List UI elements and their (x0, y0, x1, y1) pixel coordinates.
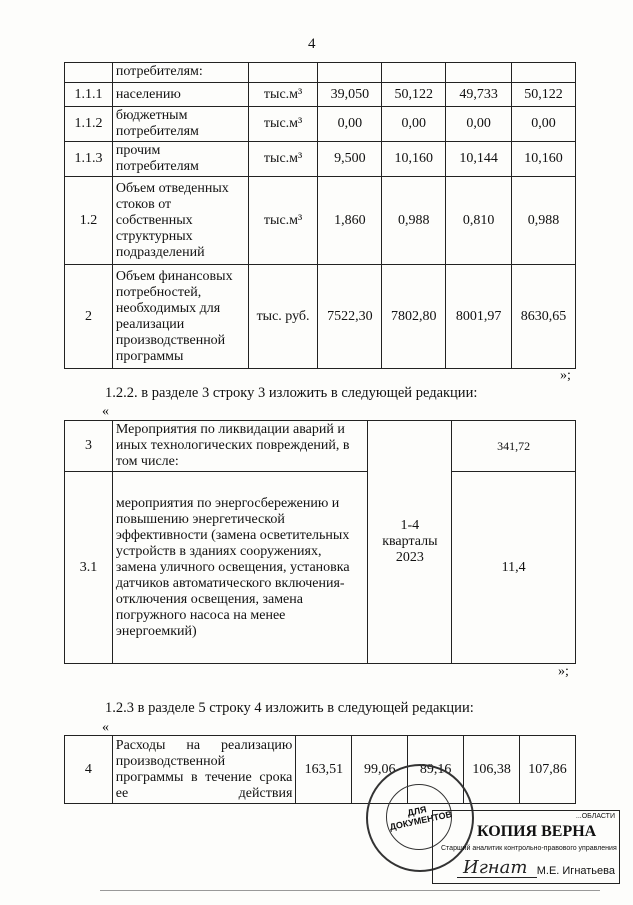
expense-num: 4 (65, 736, 113, 804)
stamp-title: КОПИЯ ВЕРНА (477, 823, 597, 840)
row-name: потребителям: (112, 63, 248, 83)
paragraph-1-2-3: 1.2.3 в разделе 5 строку 4 изложить в следующей редакции: (105, 700, 474, 716)
row-value-4: 50,122 (512, 83, 576, 107)
open-quote-2: « (102, 720, 109, 735)
measure-name-3-1: мероприятия по энергосбережению и повышению энергетической эффективности (замена осветительных устройств в зданиях сооружениях, замена уличного освещения, установка датчиков автоматического включения-отключения освещения, замена погружного насоса на менее энергоемкий) (112, 472, 367, 664)
row-unit: тыс.м³ (248, 83, 318, 107)
expense-v5: 107,86 (520, 736, 576, 804)
row-value-1 (318, 63, 382, 83)
close-quote-2: »; (558, 664, 569, 679)
row-value-2: 10,160 (382, 142, 446, 177)
row-value-4: 0,988 (512, 177, 576, 265)
row-unit: тыс.м³ (248, 142, 318, 177)
row-unit: тыс.м³ (248, 177, 318, 265)
table-row (65, 63, 576, 83)
page-number: 4 (308, 36, 316, 52)
stamp-header: ...ОБЛАСТИ (575, 813, 615, 820)
copy-stamp (432, 810, 620, 884)
row-value-2: 0,988 (382, 177, 446, 265)
row-value-3: 10,144 (446, 142, 512, 177)
measure-period: 1-4 кварталы 2023 (368, 421, 452, 664)
measure-num-3: 3 (65, 421, 113, 472)
measure-value-3: 341,72 (452, 421, 576, 472)
row-value-4: 10,160 (512, 142, 576, 177)
row-value-2 (382, 63, 446, 83)
close-quote-1: »; (560, 368, 571, 383)
row-value-3: 49,733 (446, 83, 512, 107)
row-value-1: 1,860 (318, 177, 382, 265)
row-num: 2 (65, 265, 113, 369)
stamp-signature: Игнат (463, 857, 528, 878)
expense-v3: 89,16 (408, 736, 464, 804)
row-value-2: 7802,80 (382, 265, 446, 369)
row-name: Объем отведенных стоков от собственных структурных подразделений (112, 177, 248, 265)
table-row (65, 83, 576, 107)
expense-name: Расходы на реализацию производственной программы в течение срока ее действия (112, 736, 296, 804)
row-name: прочим потребителям (112, 142, 248, 177)
row-value-3: 0,00 (446, 107, 512, 142)
row-name: Объем финансовых потребностей, необходимых для реализации производственной программы (112, 265, 248, 369)
table-row (65, 142, 576, 177)
row-unit (248, 63, 318, 83)
stamp-position: Старший аналитик контрольно-правового управления (441, 845, 617, 852)
table-measures (64, 420, 576, 664)
row-value-1: 9,500 (318, 142, 382, 177)
row-num: 1.1.1 (65, 83, 113, 107)
stamp-signature-line (457, 877, 537, 878)
measure-num-3-1: 3.1 (65, 472, 113, 664)
expense-v4: 106,38 (464, 736, 520, 804)
table-volumes (64, 62, 576, 369)
row-value-1: 39,050 (318, 83, 382, 107)
row-num: 1.2 (65, 177, 113, 265)
bottom-rule (100, 890, 600, 891)
row-num (65, 63, 113, 83)
expense-v1: 163,51 (296, 736, 352, 804)
table-expenses (64, 735, 576, 804)
table-row (65, 107, 576, 142)
row-num: 1.1.3 (65, 142, 113, 177)
expense-v2: 99,06 (352, 736, 408, 804)
row-value-3: 8001,97 (446, 265, 512, 369)
seal-center-text: ДЛЯ ДОКУМЕНТОВ (388, 804, 453, 833)
table-row (65, 177, 576, 265)
row-name: населению (112, 83, 248, 107)
stamp-name: М.Е. Игнатьева (536, 865, 615, 877)
row-name: бюджетным потребителям (112, 107, 248, 142)
row-unit: тыс.м³ (248, 107, 318, 142)
row-value-4 (512, 63, 576, 83)
row-value-3: 0,810 (446, 177, 512, 265)
measure-value-3-1: 11,4 (452, 472, 576, 664)
row-num: 1.1.2 (65, 107, 113, 142)
measure-name-3: Мероприятия по ликвидации аварий и иных технологических повреждений, в том числе: (112, 421, 367, 472)
row-value-2: 0,00 (382, 107, 446, 142)
row-value-4: 0,00 (512, 107, 576, 142)
table-row (65, 265, 576, 369)
row-unit: тыс. руб. (248, 265, 318, 369)
row-value-3 (446, 63, 512, 83)
paragraph-1-2-2: 1.2.2. в разделе 3 строку 3 изложить в следующей редакции: (105, 385, 478, 401)
open-quote-1: « (102, 404, 109, 419)
row-value-1: 0,00 (318, 107, 382, 142)
row-value-1: 7522,30 (318, 265, 382, 369)
row-value-4: 8630,65 (512, 265, 576, 369)
row-value-2: 50,122 (382, 83, 446, 107)
